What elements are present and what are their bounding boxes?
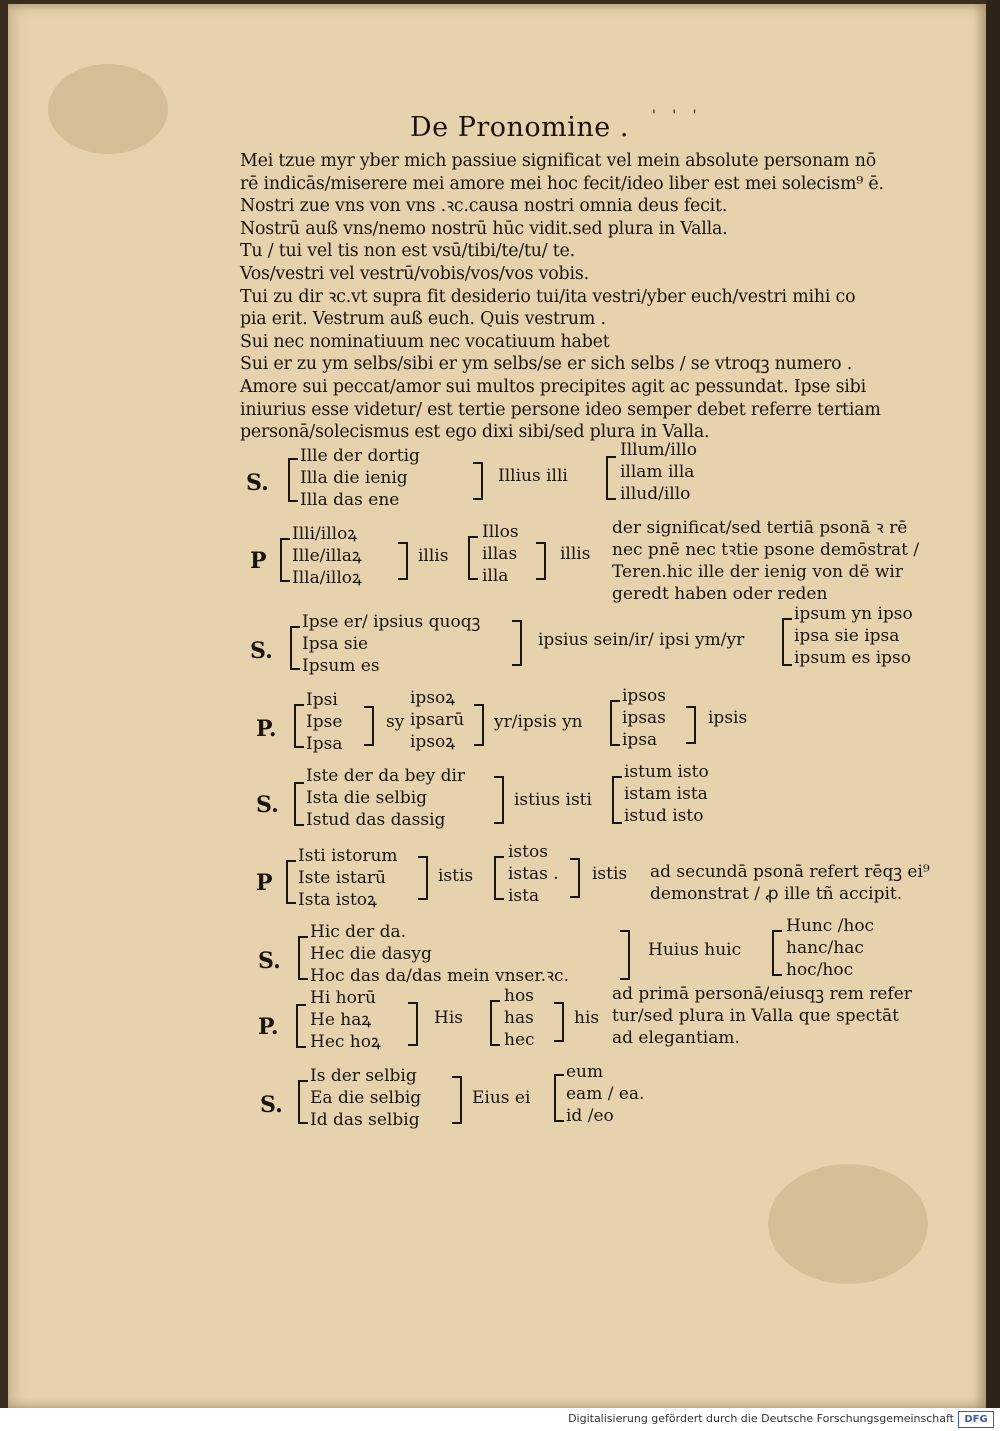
form-nominative: Ea die selbig xyxy=(310,1088,422,1108)
form-genitive: Eius ei xyxy=(472,1088,531,1108)
form-genitive: istius isti xyxy=(514,790,592,810)
form-accusative: Illum/illo xyxy=(620,440,697,460)
form-nominative: Isti istorum xyxy=(298,846,398,866)
bracket xyxy=(294,782,304,826)
form-nominative: Ille der dortig xyxy=(300,446,420,466)
bracket xyxy=(298,936,308,980)
form-nominative: Ipsa sie xyxy=(302,634,369,654)
form-ablative: istis xyxy=(592,864,628,884)
bracket xyxy=(686,706,696,744)
form-nominative: Illa das ene xyxy=(300,490,400,510)
form-nominative: He haꝝ xyxy=(310,1010,372,1030)
number-label: S. xyxy=(258,948,281,974)
form-nominative: Ille/illaꝝ xyxy=(292,546,362,566)
form-accusative: ipsos xyxy=(622,686,667,706)
form-dative: illis xyxy=(418,546,449,566)
bracket xyxy=(280,538,290,582)
number-label: S. xyxy=(246,470,269,496)
form-accusative: istam ista xyxy=(624,784,708,804)
bracket xyxy=(298,1080,308,1124)
bracket xyxy=(494,776,504,824)
bracket xyxy=(490,1000,500,1046)
form-accusative: ista xyxy=(508,886,540,906)
form-accusative: id /eo xyxy=(566,1106,614,1126)
form-nominative: Ipsi xyxy=(306,690,338,710)
bracket xyxy=(398,542,408,580)
bracket xyxy=(473,462,483,500)
book-edge xyxy=(986,0,1000,1410)
form-accusative: Illos xyxy=(482,522,519,542)
text-line: rē indicās/miserere mei amore mei hoc fecit/ideo liber est mei solecism⁹ ē. xyxy=(240,173,884,194)
form-dative: His xyxy=(434,1008,463,1028)
form-accusative: istos xyxy=(508,842,548,862)
note-line: tur/sed plura in Valla que spectāt xyxy=(612,1006,899,1026)
form-nominative: Ista die selbig xyxy=(306,788,428,808)
form-accusative: ipsum es ipso xyxy=(794,648,911,668)
text-line: Sui nec nominatiuum nec vocatiuum habet xyxy=(240,331,610,352)
note-line: nec pnē nec tꝛtie psone demōstrat / xyxy=(612,540,920,560)
footer-credit: Digitalisierung gefördert durch die Deutsche Forschungsgemeinschaft xyxy=(568,1412,954,1425)
bracket xyxy=(554,1002,564,1042)
form-nominative: Iste der da bey dir xyxy=(306,766,466,786)
footer-bar xyxy=(0,1408,1000,1431)
form-nominative: Hi horū xyxy=(310,988,376,1008)
bracket xyxy=(494,856,504,900)
text-line: Tu / tui vel tis non est vsū/tibi/te/tu/ te. xyxy=(240,241,575,262)
bracket xyxy=(610,700,620,746)
form-accusative: eum xyxy=(566,1062,604,1082)
paper-stain xyxy=(768,1164,928,1284)
form-nominative: Istud das dassig xyxy=(306,810,446,830)
form-genitive: Huius huic xyxy=(648,940,742,960)
form-nominative: Is der selbig xyxy=(310,1066,417,1086)
number-label: P xyxy=(256,870,273,896)
bracket xyxy=(408,1002,418,1046)
form-nominative: Hic der da. xyxy=(310,922,407,942)
form-accusative: istas . xyxy=(508,864,559,884)
form-accusative: ipsa xyxy=(622,730,658,750)
form-accusative: Hunc /hoc xyxy=(786,916,875,936)
dfg-logo-icon: DFG xyxy=(958,1411,994,1428)
number-label: P xyxy=(250,548,267,574)
form-ablative: his xyxy=(574,1008,600,1028)
form-accusative: istum isto xyxy=(624,762,709,782)
form-nominative: Ipse er/ ipsius quoqꝫ xyxy=(302,612,481,632)
form-nominative: Illi/illoꝝ xyxy=(292,524,358,544)
page-title: De Pronomine . xyxy=(410,112,629,143)
form-nominative: Hoc das da/das mein vnser.ꝛc. xyxy=(310,966,569,986)
bracket xyxy=(290,626,300,670)
bracket xyxy=(772,930,782,976)
bracket xyxy=(418,856,428,900)
form-ablative: ipsis xyxy=(708,708,748,728)
text-line: Amore sui peccat/amor sui multos precipites agit ac pessundat. Ipse sibi xyxy=(240,376,866,397)
form-nominative: Ipsa xyxy=(306,734,343,754)
bracket xyxy=(296,1004,306,1048)
form-nominative: Hec die dasyg xyxy=(310,944,432,964)
form-accusative: illas xyxy=(482,544,518,564)
bracket xyxy=(606,456,616,500)
form-accusative: eam / ea. xyxy=(566,1084,645,1104)
form-accusative: illud/illo xyxy=(620,484,691,504)
form-nominative: Ipsum es xyxy=(302,656,380,676)
text-line: Vos/vestri vel vestrū/vobis/vos/vos vobis. xyxy=(240,263,589,284)
form-genitive: ipsarū xyxy=(410,710,465,730)
text-block xyxy=(240,150,940,444)
form-genitive: Illius illi xyxy=(498,466,568,486)
text-line: Sui er zu ym selbs/sibi er ym selbs/se er sich selbs / se vtroqꝫ numero . xyxy=(240,354,853,375)
note-line: Teren.hic ille der ienig von dē wir xyxy=(612,562,904,582)
form-genitive: ipsius sein/ir/ ipsi ym/yr xyxy=(538,630,745,650)
number-label: S. xyxy=(260,1092,283,1118)
form-dative: yr/ipsis yn xyxy=(494,712,583,732)
bracket xyxy=(288,458,298,502)
form-accusative: hec xyxy=(504,1030,535,1050)
text-line: personā/solecismus est ego dixi sibi/sed plura in Valla. xyxy=(240,422,710,443)
note-line: ad primā personā/eiusqꝫ rem refer xyxy=(612,984,912,1004)
form-nominative: Iste istarū xyxy=(298,868,386,888)
form-accusative: istud isto xyxy=(624,806,704,826)
form-genitive: sy xyxy=(386,712,405,732)
form-ablative: illis xyxy=(560,544,591,564)
bracket xyxy=(620,930,630,980)
form-accusative: ipsum yn ipso xyxy=(794,604,913,624)
note-line: demonstrat / ꝓ ille tñ accipit. xyxy=(650,884,903,904)
bracket xyxy=(286,860,296,904)
text-line: pia erit. Vestrum auß euch. Quis vestrum . xyxy=(240,309,606,330)
text-line: Nostrū auß vns/nemo nostrū hūc vidit.sed plura in Valla. xyxy=(240,218,728,239)
paper-stain xyxy=(48,64,168,154)
bracket xyxy=(570,858,580,898)
ink-marks: ' ' ' xyxy=(652,108,703,124)
text-line: Mei tzue myr yber mich passiue significat vel mein absolute personam nō xyxy=(240,151,876,171)
number-label: S. xyxy=(250,638,273,664)
bracket xyxy=(452,1076,462,1124)
note-line: ad secundā psonā refert rēqꝫ ei⁹ xyxy=(650,862,930,882)
form-nominative: Illa die ienig xyxy=(300,468,408,488)
note-line: geredt haben oder reden xyxy=(612,584,828,604)
form-accusative: ipsas xyxy=(622,708,666,728)
form-dative: istis xyxy=(438,866,474,886)
bracket xyxy=(612,776,622,824)
form-accusative: ipsa sie ipsa xyxy=(794,626,900,646)
bracket xyxy=(474,704,484,746)
number-label: P. xyxy=(256,716,277,742)
number-label: S. xyxy=(256,792,279,818)
text-line: Tui zu dir ꝛc.vt supra fit desiderio tui/ita vestri/yber euch/vestri mihi co xyxy=(240,286,856,307)
form-nominative: Id das selbig xyxy=(310,1110,420,1130)
bracket xyxy=(512,620,522,666)
form-accusative: hanc/hac xyxy=(786,938,864,958)
text-line: iniurius esse videtur/ est tertie persone ideo semper debet referre tertiam xyxy=(240,399,881,420)
bracket xyxy=(536,542,546,580)
form-nominative: Ipse xyxy=(306,712,343,732)
bracket xyxy=(468,536,478,580)
note-line: ad elegantiam. xyxy=(612,1028,740,1048)
form-genitive: ipsoꝝ xyxy=(410,688,456,708)
form-accusative: hoc/hoc xyxy=(786,960,854,980)
form-nominative: Ista istoꝝ xyxy=(298,890,377,910)
bracket xyxy=(554,1074,564,1122)
form-genitive: ipsoꝝ xyxy=(410,732,456,752)
text-line: Nostri zue vns von vns .ꝛc.causa nostri omnia deus fecit. xyxy=(240,196,728,217)
bracket xyxy=(782,618,792,666)
number-label: P. xyxy=(258,1014,279,1040)
bracket xyxy=(364,706,374,746)
form-accusative: illam illa xyxy=(620,462,695,482)
form-accusative: illa xyxy=(482,566,509,586)
bracket xyxy=(294,704,304,748)
form-accusative: has xyxy=(504,1008,534,1028)
note-line: der significat/sed tertiā psonā ꝛ rē xyxy=(612,518,908,538)
form-nominative: Illa/illoꝝ xyxy=(292,568,362,588)
form-nominative: Hec hoꝝ xyxy=(310,1032,381,1052)
form-accusative: hos xyxy=(504,986,534,1006)
